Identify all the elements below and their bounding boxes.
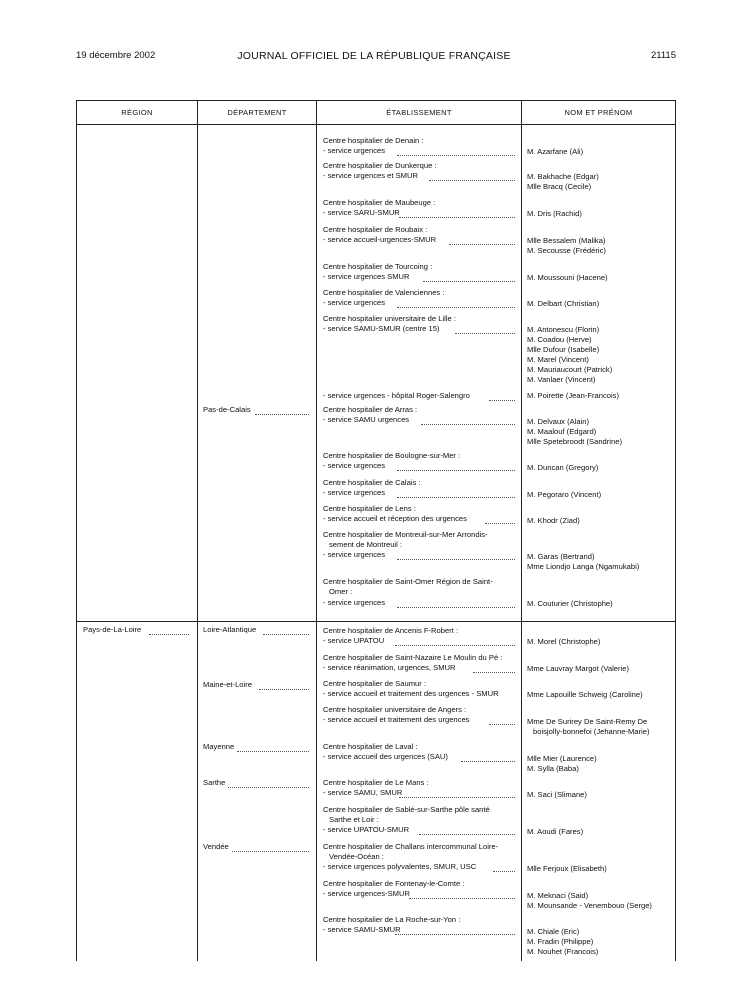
etablissement-line: Centre hospitalier de Saumur : (323, 679, 426, 688)
nom-cell: boisjolly-bonnefoi (Jehanne-Marie) (533, 727, 650, 736)
leader-dots (397, 607, 515, 608)
etablissement-line: - service urgences (323, 298, 386, 307)
nom-cell: Mlle Bessalem (Malika) (527, 236, 606, 245)
leader-dots (489, 400, 515, 401)
nom-cell: Mme Liondjo Langa (Ngamukabi) (527, 562, 640, 571)
leader-dots (263, 634, 309, 635)
etablissement-line: Centre hospitalier de Le Mans : (323, 778, 429, 787)
etablissement-line: Vendée-Océan : (329, 852, 384, 861)
nom-cell: M. Mauriaucourt (Patrick) (527, 365, 613, 374)
nom-cell: M. Secousse (Frédéric) (527, 246, 606, 255)
leader-dots (409, 898, 515, 899)
etablissement-line: - service accueil-urgences-SMUR (323, 235, 437, 244)
nom-cell: M. Sylla (Baba) (527, 764, 579, 773)
leader-dots (228, 787, 309, 788)
leader-dots (397, 559, 515, 560)
leader-dots (429, 180, 515, 181)
departement-cell: Vendée (203, 842, 229, 851)
etablissement-line: Centre hospitalier de Valenciennes : (323, 288, 445, 297)
etablissement-line: Omer : (329, 587, 353, 596)
nom-cell: M. Pegoraro (Vincent) (527, 490, 602, 499)
col-header-etablissement: ÉTABLISSEMENT (386, 108, 452, 117)
etablissement-line: - service urgences (323, 550, 386, 559)
etablissement-line: Centre hospitalier universitaire de Angers : (323, 705, 467, 714)
etablissement-line: Centre hospitalier de Montreuil-sur-Mer Arrondis- (323, 530, 488, 539)
nom-cell: M. Aoudi (Fares) (527, 827, 584, 836)
etablissement-line: Centre hospitalier de Saint-Nazaire Le Moulin du Pé : (323, 653, 503, 662)
departement-cell: Sarthe (203, 778, 226, 787)
nom-cell: M. Saci (Slimane) (527, 790, 587, 799)
etablissement-line: Centre hospitalier de Saint-Omer Région de Saint- (323, 577, 493, 586)
nom-cell: M. Meknaci (Said) (527, 891, 589, 900)
etablissement-line: - service UPATOU-SMUR (323, 825, 410, 834)
page-date: 19 décembre 2002 (76, 50, 156, 61)
nom-cell: M. Khodr (Ziad) (527, 516, 580, 525)
nom-cell: Mlle Bracq (Cecile) (527, 182, 592, 191)
etablissement-line: - service SAMU, SMUR (323, 788, 403, 797)
nom-cell: M. Maalouf (Edgard) (527, 427, 597, 436)
section-separator (198, 621, 675, 622)
etablissement-line: Centre hospitalier de Lens : (323, 504, 416, 513)
region-cell: Pays-de-La-Loire (83, 625, 142, 634)
etablissement-line: - service urgences SMUR (323, 272, 410, 281)
nom-cell: M. Nouhet (Francois) (527, 947, 599, 956)
col-divider-2 (316, 101, 317, 961)
nom-cell: M. Dris (Rachid) (527, 209, 582, 218)
etablissement-line: Centre hospitalier de Laval : (323, 742, 418, 751)
leader-dots (473, 672, 515, 673)
nom-cell: M. Delvaux (Alain) (527, 417, 590, 426)
nom-cell: M. Morel (Christophe) (527, 637, 601, 646)
col-divider-3 (521, 101, 522, 961)
leader-dots (395, 645, 515, 646)
etablissement-line: Centre hospitalier de Denain : (323, 136, 424, 145)
leader-dots (461, 761, 515, 762)
leader-dots (237, 751, 309, 752)
etablissement-line: - service urgences - hôpital Roger-Salengro (323, 391, 470, 400)
etablissement-line: - service urgences (323, 488, 386, 497)
nom-cell: M. Antonescu (Florin) (527, 325, 600, 334)
nom-cell: M. Fradin (Philippe) (527, 937, 594, 946)
departement-cell: Mayenne (203, 742, 235, 751)
etablissement-line: - service SARU-SMUR (323, 208, 400, 217)
leader-dots (232, 851, 309, 852)
leader-dots (149, 634, 189, 635)
etablissement-line: sement de Montreuil : (329, 540, 403, 549)
etablissement-line: - service SAMU-SMUR (centre 15) (323, 324, 440, 333)
etablissement-line: - service accueil et traitement des urgences - SMUR (323, 689, 499, 698)
nom-cell: M. Mounsande - Venembouo (Serge) (527, 901, 652, 910)
nom-cell: M. Azarfane (Ali) (527, 147, 584, 156)
leader-dots (397, 307, 515, 308)
col-header-region: RÉGION (121, 108, 153, 117)
nom-cell: M. Moussouni (Hacene) (527, 273, 608, 282)
etablissement-line: - service urgences (323, 461, 386, 470)
nom-cell: Mme Lauvray Margot (Valerie) (527, 664, 629, 673)
leader-dots (397, 497, 515, 498)
etablissement-line: Centre hospitalier de Ancenis F-Robert : (323, 626, 459, 635)
nom-cell: Mme Lapouille Schweig (Caroline) (527, 690, 643, 699)
header-rule (77, 124, 675, 125)
nom-cell: Mlle Spetebroodt (Sandrine) (527, 437, 622, 446)
nom-cell: M. Poirette (Jean-Francois) (527, 391, 619, 400)
etablissement-line: - service accueil et réception des urgences (323, 514, 467, 523)
etablissement-line: - service SAMU-SMUR (323, 925, 401, 934)
page-number: 21115 (650, 50, 676, 61)
etablissement-line: Centre hospitalier de Sablé-sur-Sarthe pôle santé (323, 805, 490, 814)
leader-dots (455, 333, 515, 334)
nom-cell: M. Marel (Vincent) (527, 355, 589, 364)
etablissement-line: - service urgences polyvalentes, SMUR, USC (323, 862, 477, 871)
leader-dots (421, 424, 515, 425)
nom-cell: Mlle Dufour (Isabelle) (527, 345, 600, 354)
etablissement-line: Centre hospitalier de La Roche-sur-Yon : (323, 915, 461, 924)
journal-title: JOURNAL OFFICIEL DE LA RÉPUBLIQUE FRANÇAISE (237, 50, 511, 62)
nom-cell: M. Coadou (Herve) (527, 335, 592, 344)
etablissement-line: - service urgences (323, 598, 386, 607)
etablissement-line: Centre hospitalier de Fontenay-le-Comte : (323, 879, 465, 888)
departement-cell: Loire-Atlantique (203, 625, 257, 634)
leader-dots (449, 244, 515, 245)
leader-dots (399, 797, 515, 798)
col-header-departement: DÉPARTEMENT (227, 108, 287, 117)
etablissement-line: Centre hospitalier de Maubeuge : (323, 198, 436, 207)
col-divider-1 (197, 101, 198, 961)
etablissement-line: Centre hospitalier de Calais : (323, 478, 421, 487)
etablissement-line: Centre hospitalier de Tourcoing : (323, 262, 433, 271)
nom-cell: M. Vanlaer (Vincent) (527, 375, 596, 384)
etablissement-line: - service SAMU urgences (323, 415, 410, 424)
etablissement-line: Centre hospitalier de Dunkerque : (323, 161, 437, 170)
etablissement-line: - service réanimation, urgences, SMUR (323, 663, 456, 672)
nom-cell: M. Couturier (Christophe) (527, 599, 613, 608)
etablissement-line: - service urgences et SMUR (323, 171, 418, 180)
etablissement-line: - service urgences-SMUR (323, 889, 410, 898)
leader-dots (397, 155, 515, 156)
leader-dots (485, 523, 515, 524)
etablissement-line: - service accueil et traitement des urgences (323, 715, 470, 724)
departement-cell: Pas-de-Calais (203, 405, 251, 414)
leader-dots (423, 281, 515, 282)
nom-cell: M. Delbart (Christian) (527, 299, 600, 308)
leader-dots (493, 871, 515, 872)
nom-cell: M. Duncan (Gregory) (527, 463, 599, 472)
leader-dots (419, 834, 515, 835)
nom-cell: Mme De Surirey De Saint-Remy De (527, 717, 648, 726)
officials-table (76, 100, 676, 961)
leader-dots (395, 934, 515, 935)
leader-dots (397, 470, 515, 471)
etablissement-line: - service UPATOU (323, 636, 385, 645)
etablissement-line: Centre hospitalier de Roubaix : (323, 225, 428, 234)
col-header-nom: NOM ET PRÉNOM (564, 108, 633, 117)
nom-cell: Mlle Ferjoux (Elisabeth) (527, 864, 607, 873)
leader-dots (259, 689, 309, 690)
nom-cell: M. Bakhache (Edgar) (527, 172, 599, 181)
etablissement-line: Sarthe et Loir : (329, 815, 379, 824)
nom-cell: M. Garas (Bertrand) (527, 552, 595, 561)
nom-cell: Mlle Mier (Laurence) (527, 754, 597, 763)
etablissement-line: Centre hospitalier de Challans intercommunal Loire- (323, 842, 499, 851)
leader-dots (399, 217, 515, 218)
etablissement-line: Centre hospitalier de Boulogne-sur-Mer : (323, 451, 461, 460)
leader-dots (489, 724, 515, 725)
etablissement-line: - service urgences (323, 146, 386, 155)
departement-cell: Maine-et-Loire (203, 680, 252, 689)
nom-cell: M. Chiale (Eric) (527, 927, 580, 936)
etablissement-line: Centre hospitalier de Arras : (323, 405, 418, 414)
etablissement-line: - service accueil des urgences (SAU) (323, 752, 448, 761)
etablissement-line: Centre hospitalier universitaire de Lille : (323, 314, 456, 323)
leader-dots (255, 414, 309, 415)
region-separator (77, 621, 197, 622)
